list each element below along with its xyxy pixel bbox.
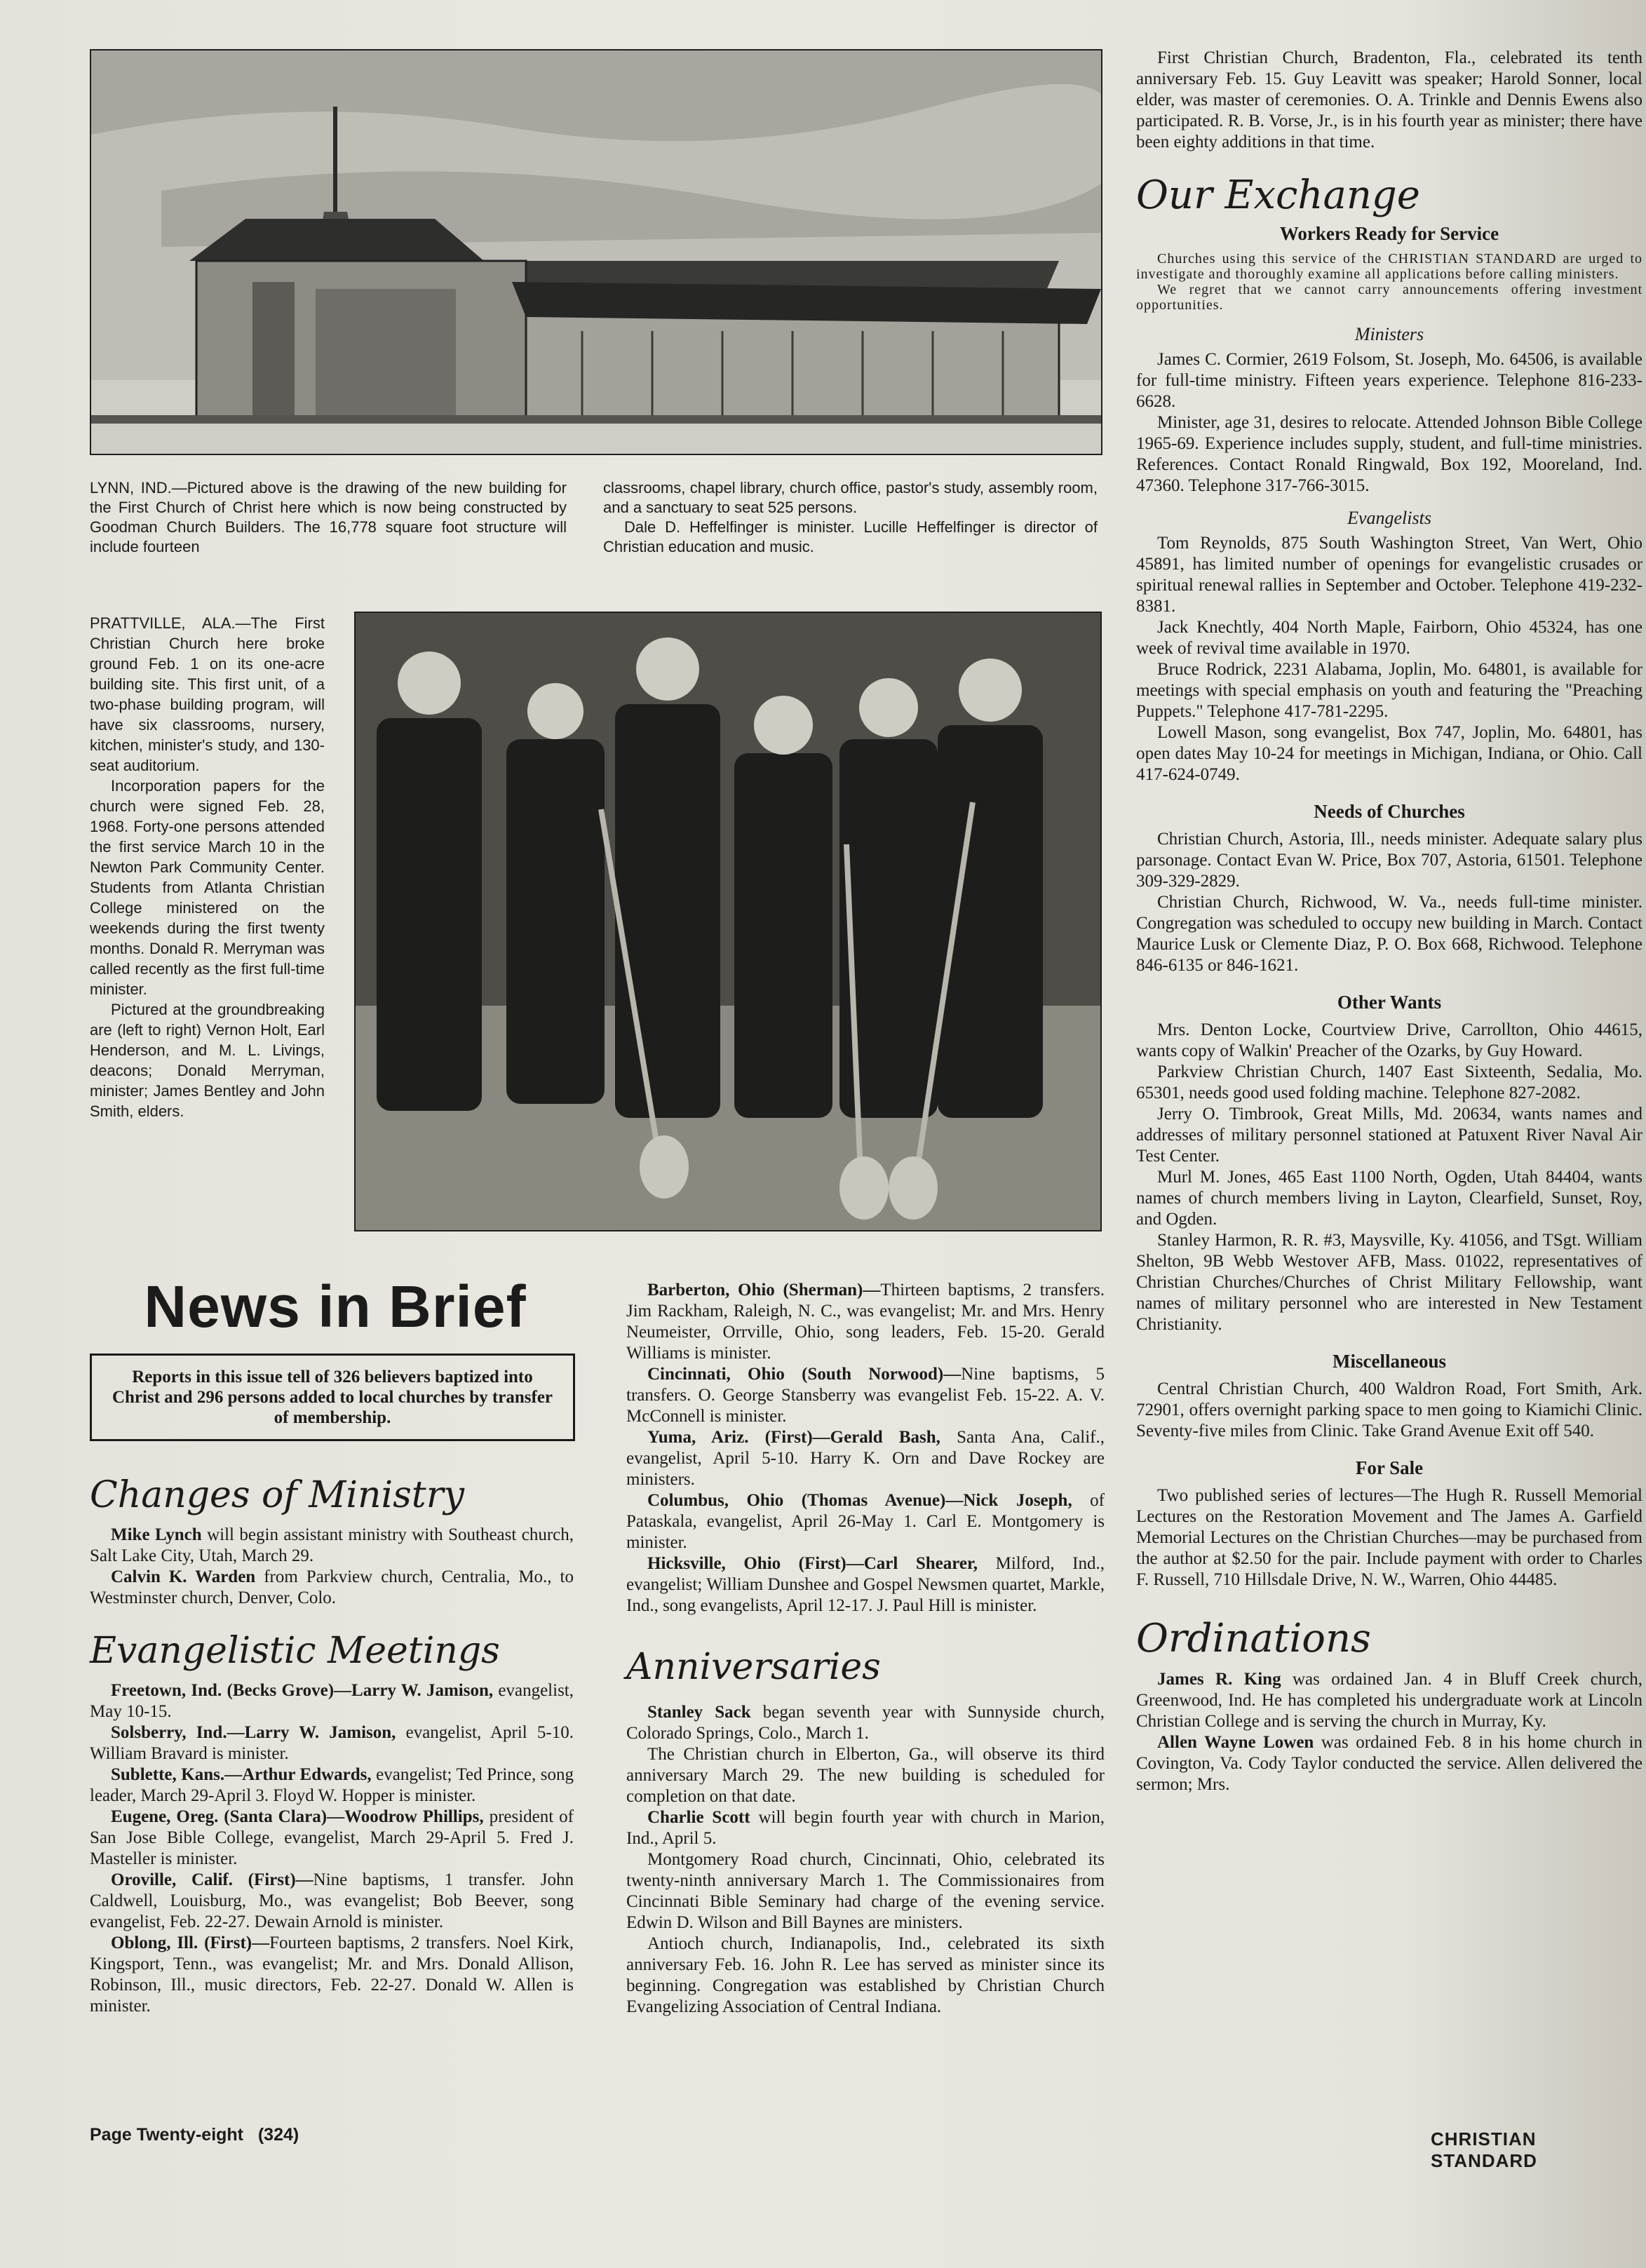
list-item: The Christian church in Elberton, Ga., will observe its third anniversary March 29. The new building is scheduled for completion on that date. <box>626 1745 1105 1806</box>
list-item: Allen Wayne Lowen was ordained Feb. 8 in his home church in Covington, Va. Cody Taylor conducted the service. Allen delivered the sermon; Mrs. <box>1136 1733 1643 1794</box>
prattville-paragraph: Incorporation papers for the church were signed Feb. 28, 1968. Forty-one persons attended the first service March 10 in the Newton Park Community Center. Students from Atlanta Christian College ministered on the weekends during the first twenty months. Donald R. Merryman was called recently as the first full-time minister. <box>90 777 325 998</box>
list-item: Mike Lynch will begin assistant ministry with Southeast church, Salt Lake City, Utah, March 29. <box>90 1525 574 1565</box>
list-item: Columbus, Ohio (Thomas Avenue)—Nick Joseph, of Pataskala, evangelist, April 26-May 1. Carl E. Montgomery is minister. <box>626 1491 1105 1552</box>
list-item: Minister, age 31, desires to relocate. Attended Johnson Bible College 1965-69. Experience includes supply, student, and full-time ministries. References. Contact Ronald Ringwald, Box 192, Mooreland, Ind. 47360. Telephone 317-766-3015. <box>1136 413 1642 495</box>
list-item: Barberton, Ohio (Sherman)—Thirteen baptisms, 2 transfers. Jim Rackham, Raleigh, N. C., was evangelist; Mr. and Mrs. Henry Neumeister, Orrville, Ohio, song leaders, Feb. 15-20. Gerald Williams is minister. <box>626 1281 1105 1363</box>
drawing-caption-text-2: classrooms, chapel library, church office, pastor's study, assembly room, and a sanctuary to seat 525 persons. <box>603 479 1098 516</box>
evangelists-heading: Evangelists <box>1347 508 1431 528</box>
church-drawing-art <box>91 50 1101 454</box>
list-item: Freetown, Ind. (Becks Grove)—Larry W. Jamison, evangelist, May 10-15. <box>90 1681 574 1721</box>
prattville-article <box>90 613 325 1121</box>
list-item: James C. Cormier, 2619 Folsom, St. Joseph, Mo. 64506, is available for full-time ministry. Fifteen years experience. Telephone 816-233-6628. <box>1136 350 1642 411</box>
changes-of-ministry-heading: Changes of Ministry <box>90 1474 464 1516</box>
changes-list <box>90 1525 574 1609</box>
evangelistic-list-continued <box>626 1280 1105 1616</box>
list-item: Tom Reynolds, 875 South Washington Street, Van Wert, Ohio 45891, has limited number of openings for evangelistic crusades or spiritual renewal rallies in September and October. Telephone 419-232-8381. <box>1136 534 1642 616</box>
list-item: Stanley Sack began seventh year with Sunnyside church, Colorado Springs, Colo., March 1. <box>626 1703 1105 1743</box>
news-summary-text: Reports in this issue tell of 326 believers baptized into Christ and 296 persons added to local churches by transfer of membership. <box>112 1368 553 1427</box>
prattville-paragraph: Pictured at the groundbreaking are (left to right) Vernon Holt, Earl Henderson, and M. L. Livings, deacons; Donald Merryman, minister; James Bentley and John Smith, elders. <box>90 1001 325 1120</box>
list-item: Christian Church, Richwood, W. Va., needs full-time minister. Congregation was scheduled to occupy new building in March. Contact Maurice Lusk or Clemente Diaz, P. O. Box 668, Richwood. Telephone 846-6135 or 846-1621. <box>1136 893 1642 975</box>
list-item: Bruce Rodrick, 2231 Alabama, Joplin, Mo. 64801, is available for meetings with special emphasis on youth and featuring the "Preaching Puppets." Telephone 417-781-2295. <box>1136 660 1642 721</box>
list-item: Two published series of lectures—The Hugh R. Russell Memorial Lectures on the Restoration Movement and The James A. Garfield Memorial Lectures on the Christian Churches—may be purchased from the author at $2.50 for the pair. Include payment with order to Charles F. Russell, 710 Hillsdale Drive, N. W., Warren, Ohio 44485. <box>1136 1486 1642 1589</box>
list-item: Murl M. Jones, 465 East 1100 North, Ogden, Utah 84404, wants names of church members living in Layton, Clearfield, Sunset, Roy, and Ogden. <box>1136 1168 1642 1229</box>
other-wants-heading: Other Wants <box>1337 992 1442 1013</box>
ordinations-heading: Ordinations <box>1136 1616 1371 1661</box>
evangelistic-meetings-heading: Evangelistic Meetings <box>90 1630 500 1672</box>
list-item: Parkview Christian Church, 1407 East Sixteenth, Sedalia, Mo. 65301, needs good used folding machine. Telephone 827-2082. <box>1136 1062 1642 1102</box>
left-column-lower <box>90 1473 574 2017</box>
list-item: Oroville, Calif. (First)—Nine baptisms, 1 transfer. John Caldwell, Louisburg, Mo., was evangelist; Bob Beever, song evangelist, Feb. 22-27. Dewain Arnold is minister. <box>90 1870 574 1931</box>
list-item: Jack Knechtly, 404 North Maple, Fairborn, Ohio 45324, has one week of revival time available in 1970. <box>1136 618 1642 658</box>
workers-note: We regret that we cannot carry announcements offering investment opportunities. <box>1136 282 1642 313</box>
page-number: Page Twenty-eight (324) <box>90 2125 299 2145</box>
our-exchange-heading: Our Exchange <box>1136 173 1420 218</box>
list-item: Mrs. Denton Locke, Courtview Drive, Carrollton, Ohio 44615, wants copy of Walkin' Preacher of the Ozarks, by Guy Howard. <box>1136 1020 1642 1060</box>
list-item: Jerry O. Timbrook, Great Mills, Md. 20634, wants names and addresses of military personnel stationed at Patuxent River Naval Air Test Center. <box>1136 1105 1642 1166</box>
middle-column-lower <box>626 1280 1105 2018</box>
drawing-caption-text-1: LYNN, IND.—Pictured above is the drawing of the new building for the First Church of Christ here which is now being constructed by Goodman Church Builders. The 16,778 square foot structure will include fourteen <box>90 479 567 555</box>
right-column <box>1136 48 1642 1795</box>
list-item: Central Christian Church, 400 Waldron Road, Fort Smith, Ark. 72901, offers overnight parking space to men going to Kiamichi Clinic. Seventy-five miles from Clinic. Take Grand Avenue Exit off 540. <box>1136 1379 1642 1440</box>
list-item: Yuma, Ariz. (First)—Gerald Bash, Santa Ana, Calif., evangelist, April 5-10. Harry K. Orn and Dave Rockey are ministers. <box>626 1428 1105 1489</box>
bradenton-article: First Christian Church, Bradenton, Fla., celebrated its tenth anniversary Feb. 15. Guy Leavitt was speaker; Harold Sonner, local elder, was master of ceremonies. O. A. Trinkle and Dennis Ewens also participated. R. B. Vorse, Jr., is in his fourth year as minister; there have been eighty additions in that time. <box>1136 48 1642 151</box>
drawing-caption-col2 <box>603 478 1098 557</box>
for-sale-heading: For Sale <box>1355 1457 1424 1478</box>
list-item: Lowell Mason, song evangelist, Box 747, Joplin, Mo. 64801, has open dates May 10-24 for meetings in Michigan, Indiana, or Ohio. Call 417-624-0749. <box>1136 723 1642 784</box>
news-in-brief-title: News in Brief <box>144 1274 527 1339</box>
ministers-heading: Ministers <box>1354 324 1424 344</box>
list-item: Oblong, Ill. (First)—Fourteen baptisms, 2 transfers. Noel Kirk, Kingsport, Tenn., was evangelist; Mr. and Mrs. Donald Allison, Robinson, Ill., music directors, Feb. 22-27. Donald W. Allen is minister. <box>90 1933 574 2016</box>
needs-heading: Needs of Churches <box>1314 801 1465 822</box>
miscellaneous-heading: Miscellaneous <box>1333 1351 1446 1372</box>
list-item: Charlie Scott will begin fourth year with church in Marion, Ind., April 5. <box>626 1808 1105 1848</box>
publication-name: CHRISTIAN STANDARD <box>1431 2128 1537 2171</box>
groundbreaking-photo-art <box>356 613 1100 1230</box>
list-item: Sublette, Kans.—Arthur Edwards, evangelist; Ted Prince, song leader, March 29-April 3. Floyd W. Hopper is minister. <box>90 1765 574 1805</box>
news-summary-box <box>90 1354 575 1441</box>
list-item: Hicksville, Ohio (First)—Carl Shearer, Milford, Ind., evangelist; William Dunshee and Gospel Newsmen quartet, Markle, Ind., song evangelists, April 12-17. J. Paul Hill is minister. <box>626 1554 1105 1615</box>
list-item: James R. King was ordained Jan. 4 in Bluff Creek church, Greenwood, Ind. He has completed his undergraduate work at Lincoln Christian College and is serving the church in Murray, Ky. <box>1136 1670 1642 1731</box>
list-item: Eugene, Oreg. (Santa Clara)—Woodrow Phillips, president of San Jose Bible College, evangelist, March 29-April 5. Fred J. Masteller is minister. <box>90 1807 574 1868</box>
prattville-paragraph: PRATTVILLE, ALA.—The First Christian Church here broke ground Feb. 1 on its one-acre building site. This first unit, of a two-phase building program, will have six classrooms, nursery, kitchen, minister's study, and 130-seat auditorium. <box>90 614 325 774</box>
anniversaries-heading: Anniversaries <box>626 1646 881 1688</box>
anniversaries-list <box>626 1702 1105 2018</box>
evangelistic-list <box>90 1680 574 2017</box>
list-item: Calvin K. Warden from Parkview church, Centralia, Mo., to Westminster church, Denver, Colo. <box>90 1567 574 1607</box>
church-drawing <box>90 49 1102 455</box>
groundbreaking-photo <box>354 612 1102 1231</box>
drawing-caption-col1 <box>90 478 567 557</box>
list-item: Montgomery Road church, Cincinnati, Ohio, celebrated its twenty-ninth anniversary March 1. The Commissionaires from Cincinnati Bible Seminary had charge of the evening service. Edwin D. Wilson and Bill Baynes are ministers. <box>626 1850 1105 1932</box>
drawing-caption-text-3: Dale D. Heffelfinger is minister. Lucille Heffelfinger is director of Christian education and music. <box>603 518 1098 555</box>
workers-note: Churches using this service of the CHRISTIAN STANDARD are urged to investigate and thoroughly examine all applications before calling ministers. <box>1136 251 1642 282</box>
workers-heading: Workers Ready for Service <box>1279 223 1499 244</box>
list-item: Antioch church, Indianapolis, Ind., celebrated its sixth anniversary Feb. 16. John R. Lee has served as minister since its beginning. Congregation was established by Christian Church Evangelizing Association of Central Indiana. <box>626 1934 1105 2016</box>
list-item: Stanley Harmon, R. R. #3, Maysville, Ky. 41056, and TSgt. William Shelton, 9B Webb Westover AFB, Mass. 01022, representatives of Christian Churches/Churches of Christ Military Fellowship, want names of military personnel who are interested in New Testament Christianity. <box>1136 1231 1642 1334</box>
list-item: Cincinnati, Ohio (South Norwood)—Nine baptisms, 5 transfers. O. George Stansberry was evangelist Feb. 15-22. A. V. McConnell is minister. <box>626 1365 1105 1426</box>
list-item: Christian Church, Astoria, Ill., needs minister. Adequate salary plus parsonage. Contact Evan W. Price, Box 707, Astoria, 61501. Telephone 309-329-2829. <box>1136 830 1642 891</box>
list-item: Solsberry, Ind.—Larry W. Jamison, evangelist, April 5-10. William Bravard is minister. <box>90 1723 574 1763</box>
